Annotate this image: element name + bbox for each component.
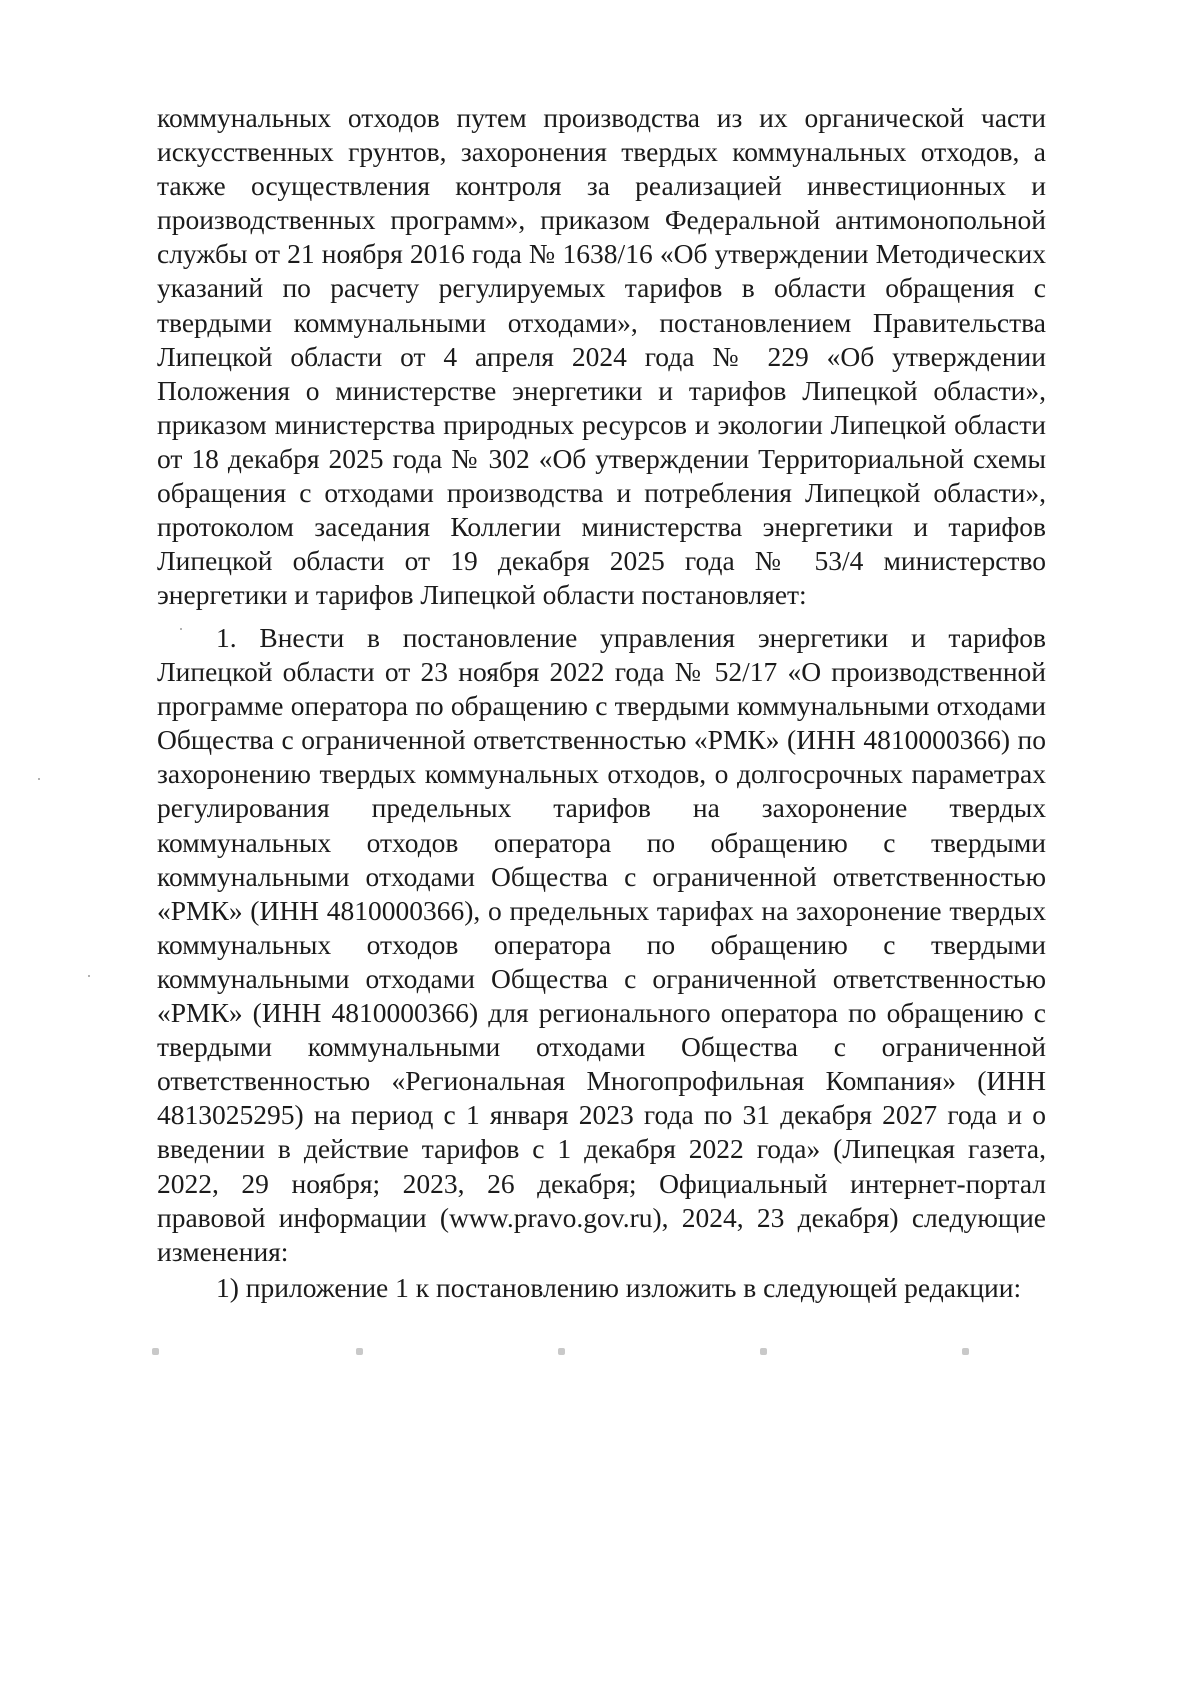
scan-speck xyxy=(38,778,40,780)
scan-artifact xyxy=(760,1348,767,1355)
scan-speck xyxy=(88,975,90,977)
scan-artifact xyxy=(962,1348,969,1355)
paragraph-intro: коммунальных отходов путем производства из их органической части искусственных грунтов, захоронения твердых коммунальных отходов, а также осуществления контроля за реализацией инвестиционных и производственных программ», приказом Федеральной антимонопольной службы от 21 ноября 2016 года № 1638/16 «Об утверждении Методических указаний по расчету регулируемых тарифов в области обращения с твердыми коммунальными отходами», постановлением Правительства Липецкой области от 4 апреля 2024 года № 229 «Об утверждении Положения о министерстве энергетики и тарифов Липецкой области», приказом министерства природных ресурсов и экологии Липецкой области от 18 декабря 2025 года № 302 «Об утверждении Территориальной схемы обращения с отходами производства и потребления Липецкой области», протоколом заседания Коллегии министерства энергетики и тарифов Липецкой области от 19 декабря 2025 года № 53/4 министерство энергетики и тарифов Липецкой области постановляет: xyxy=(157,102,1046,611)
paragraph-item-1: 1. Внести в постановление управления энергетики и тарифов Липецкой области от 23 ноября 2022 года № 52/17 «О производственной программе оператора по обращению с твердыми коммунальными отходами Общества с ограниченной ответственностью «РМК» (ИНН 4810000366) по захоронению твердых коммунальных отходов, о долгосрочных параметрах регулирования предельных тарифов на захоронение твердых коммунальных отходов оператора по обращению с твердыми коммунальными отходами Общества с ограниченной ответственностью «РМК» (ИНН 4810000366), о предельных тарифах на захоронение твердых коммунальных отходов оператора по обращению с твердыми коммунальными отходами Общества с ограниченной ответственностью «РМК» (ИНН 4810000366) для регионального оператора по обращению с твердыми коммунальными отходами Общества с ограниченной ответственностью «Региональная Многопрофильная Компания» (ИНН 4813025295) на период с 1 января 2023 года по 31 декабря 2027 года и о введении в действие тарифов с 1 декабря 2022 года» (Липецкая газета, 2022, 29 ноября; 2023, 26 декабря; Официальный интернет-портал правовой информации (www.pravo.gov.ru), 2024, 23 декабря) следующие изменения: xyxy=(157,622,1046,1267)
paragraph-subitem-1: 1) приложение 1 к постановлению изложить в следующей редакции: xyxy=(216,1272,1022,1303)
scan-artifact xyxy=(558,1348,565,1355)
scan-speck xyxy=(180,628,182,630)
scan-artifact xyxy=(356,1348,363,1355)
scan-artifact xyxy=(152,1348,159,1355)
